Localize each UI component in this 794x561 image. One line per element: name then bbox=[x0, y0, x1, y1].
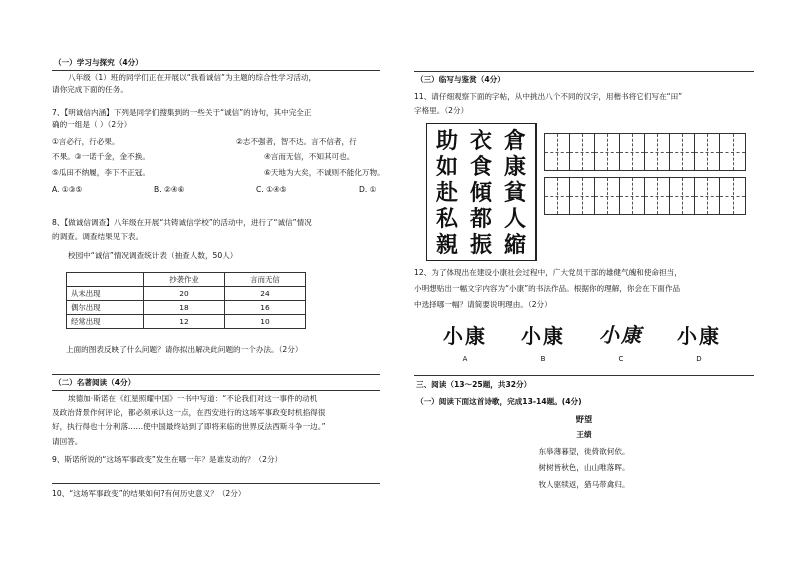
poem-line: 牧人驱犊返，猎马带禽归。 bbox=[538, 480, 630, 489]
section-copy-appreciate-header: （三）临写与鉴赏（4分） bbox=[416, 75, 505, 84]
calligraphy-char: 赴 bbox=[435, 180, 458, 206]
passage-line: 及政治背景作何评论，都必须承认这一点，在西安进行的这场军事政变时机掐得很 bbox=[52, 408, 326, 417]
question-11-stem: 字格里。（2分） bbox=[414, 106, 469, 115]
calligraphy-char: 傾 bbox=[469, 180, 492, 206]
question-11-stem: 11、请仔细观察下面的字帖，从中挑出八个不同的汉字，用楷书将它们写在“田” bbox=[414, 92, 683, 101]
question-7-option-c[interactable]: C. ①④⑤ bbox=[256, 185, 287, 194]
section-classic-reading-header: （二）名著阅读（4分） bbox=[54, 378, 136, 387]
calligraphy-char: 康 bbox=[503, 154, 526, 180]
calligraphy-char: 食 bbox=[469, 154, 492, 180]
question-8-stem: 8、【做诚信调查】八年级在开展“共铸诚信学校”的活动中，进行了“诚信”情况 bbox=[52, 218, 312, 227]
calligraphy-char: 如 bbox=[435, 154, 458, 180]
tian-grid-row-1[interactable] bbox=[544, 133, 746, 171]
tian-grid-cell[interactable] bbox=[645, 134, 670, 170]
calligraphy-model bbox=[426, 123, 537, 261]
intro-line: 请你完成下面的任务。 bbox=[52, 85, 128, 94]
style-glyph: 小康 bbox=[521, 324, 565, 348]
question-7-stem: 确的一组是（ ）（2分） bbox=[52, 120, 132, 129]
tian-grid-cell[interactable] bbox=[620, 134, 645, 170]
tian-grid-cell[interactable] bbox=[570, 134, 595, 170]
table-cell: 12 bbox=[144, 315, 225, 329]
question-10: 10、“这场军事政变”的结果如何?有何历史意义？（2分） bbox=[52, 489, 246, 498]
passage-line: 请回答。 bbox=[52, 437, 83, 446]
calligraphy-char: 貧 bbox=[503, 180, 526, 206]
style-glyph: 小康 bbox=[599, 325, 643, 347]
table-cell: 10 bbox=[225, 315, 306, 329]
survey-table bbox=[66, 272, 306, 329]
calligraphy-char: 助 bbox=[435, 128, 458, 154]
calligraphy-char: 私 bbox=[435, 206, 458, 232]
tian-grid-cell[interactable] bbox=[670, 134, 695, 170]
tian-grid-cell[interactable] bbox=[720, 178, 745, 214]
poem-line: 树树皆秋色，山山唯落晖。 bbox=[538, 463, 630, 472]
style-label: C bbox=[618, 355, 624, 363]
question-7-item: ①言必行，行必果。 bbox=[52, 137, 120, 146]
style-label: B bbox=[540, 355, 546, 363]
style-option-b[interactable] bbox=[508, 323, 578, 364]
question-7-item: ④言而无信，不知其可也。 bbox=[264, 152, 355, 161]
table-header-cell: 言而无信 bbox=[225, 273, 306, 287]
divider bbox=[414, 375, 754, 376]
divider bbox=[414, 71, 754, 72]
calligraphy-char: 親 bbox=[435, 232, 458, 258]
calligraphy-style-options bbox=[430, 323, 730, 363]
tian-grid-cell[interactable] bbox=[620, 178, 645, 214]
style-label: A bbox=[462, 355, 468, 363]
table-cell: 24 bbox=[225, 287, 306, 301]
divider bbox=[52, 390, 380, 391]
divider bbox=[52, 70, 380, 71]
table-cell: 16 bbox=[225, 301, 306, 315]
tian-grid-cell[interactable] bbox=[695, 178, 720, 214]
tian-grid-cell[interactable] bbox=[570, 178, 595, 214]
intro-line: 八年级（1）班的同学们正在开展以“我看诚信”为主题的综合性学习活动， bbox=[68, 73, 317, 82]
question-7-option-d[interactable]: D. ① bbox=[359, 185, 377, 194]
answer-line[interactable] bbox=[52, 483, 380, 484]
calligraphy-char: 振 bbox=[469, 232, 492, 258]
question-12-stem: 12、为了体现出在建设小康社会过程中，广大党员干部的雄健气魄和使命担当， bbox=[414, 268, 682, 277]
table-cell: 偶尔出现 bbox=[67, 301, 144, 315]
poem-author: 王绩 bbox=[576, 430, 592, 439]
table-row bbox=[67, 301, 306, 315]
tian-grid-cell[interactable] bbox=[695, 134, 720, 170]
question-9: 9、斯诺所说的“这场军事政变”发生在哪一年？是谁发动的？（2分） bbox=[52, 455, 283, 464]
question-7-item: ⑥天地为大矣，不诚则不能化万物。 bbox=[264, 168, 385, 177]
calligraphy-column bbox=[465, 128, 497, 258]
table-title: 校园中“诚信”情况调查统计表（抽查人数，50人） bbox=[68, 251, 238, 260]
tian-grid-cell[interactable] bbox=[670, 178, 695, 214]
tian-grid-cell[interactable] bbox=[545, 178, 570, 214]
question-7-option-b[interactable]: B. ②④⑥ bbox=[154, 185, 185, 194]
table-cell: 从未出现 bbox=[67, 287, 144, 301]
style-label: D bbox=[696, 355, 702, 363]
style-option-c[interactable] bbox=[586, 323, 656, 364]
calligraphy-char: 都 bbox=[469, 206, 492, 232]
style-glyph: 小康 bbox=[677, 324, 721, 348]
table-header-cell: 抄袭作业 bbox=[144, 273, 225, 287]
tian-grid-cell[interactable] bbox=[645, 178, 670, 214]
tian-grid-cell[interactable] bbox=[720, 134, 745, 170]
calligraphy-char: 衣 bbox=[469, 128, 492, 154]
calligraphy-char: 縮 bbox=[503, 232, 526, 258]
question-7-item: ②志不强者，智不达。言不信者，行 bbox=[236, 137, 357, 146]
table-row bbox=[67, 315, 306, 329]
calligraphy-char: 倉 bbox=[503, 128, 526, 154]
style-option-d[interactable] bbox=[664, 323, 734, 364]
calligraphy-char: 人 bbox=[503, 206, 526, 232]
question-12-stem: 中选择哪一幅？请简要说明理由。（2分） bbox=[414, 300, 552, 309]
tian-grid-cell[interactable] bbox=[545, 134, 570, 170]
poem-title: 野望 bbox=[575, 414, 593, 424]
tian-grid-cell[interactable] bbox=[595, 134, 620, 170]
passage-line: 好，执行得也十分利落……使中国最终站到了即将来临的世界反法西斯斗争一边。” bbox=[52, 422, 326, 431]
tian-grid-cell[interactable] bbox=[595, 178, 620, 214]
question-7-option-a[interactable]: A. ①③⑤ bbox=[52, 185, 83, 194]
table-cell: 20 bbox=[144, 287, 225, 301]
question-7-item: ⑤瓜田不纳履，李下不正冠。 bbox=[52, 168, 150, 177]
table-header-row bbox=[67, 273, 306, 287]
section-reading-header: 三、阅读（13～25题，共32分） bbox=[416, 380, 532, 389]
question-12-stem: 小明想贴出一幅文字内容为“小康”的书法作品。根据你的理解，你会在下面作品 bbox=[414, 284, 681, 293]
question-8-prompt: 上面的图表反映了什么问题？请你拟出解决此问题的一个办法。（2分） bbox=[66, 345, 303, 354]
tian-grid-row-2[interactable] bbox=[544, 177, 746, 215]
calligraphy-column bbox=[431, 128, 463, 258]
calligraphy-column bbox=[499, 128, 531, 258]
question-7-stem: 7、【明诚信内涵】下列是同学们搜集到的一些关于“诚信”的诗句，其中完全正 bbox=[52, 108, 312, 117]
passage-line: 埃德加·斯诺在《红星照耀中国》一书中写道：“不论我们对这一事件的动机 bbox=[68, 394, 318, 403]
style-option-a[interactable] bbox=[430, 323, 500, 364]
table-row bbox=[67, 287, 306, 301]
table-cell: 18 bbox=[144, 301, 225, 315]
table-cell: 经常出现 bbox=[67, 315, 144, 329]
section-learning-explore-header: （一）学习与探究（4分） bbox=[54, 58, 143, 67]
poem-line: 东皋薄暮望，徙倚欲何依。 bbox=[538, 447, 630, 456]
table-header-cell bbox=[67, 273, 144, 287]
question-7-item: 不果。③一诺千金，金不换。 bbox=[52, 152, 150, 161]
question-8-stem: 的调查。调查结果见下表。 bbox=[52, 232, 144, 241]
divider bbox=[52, 374, 380, 375]
style-glyph: 小康 bbox=[443, 324, 487, 348]
subsection-poetry-header: （一）阅读下面这首诗歌，完成13-14题。(4分) bbox=[416, 397, 582, 406]
